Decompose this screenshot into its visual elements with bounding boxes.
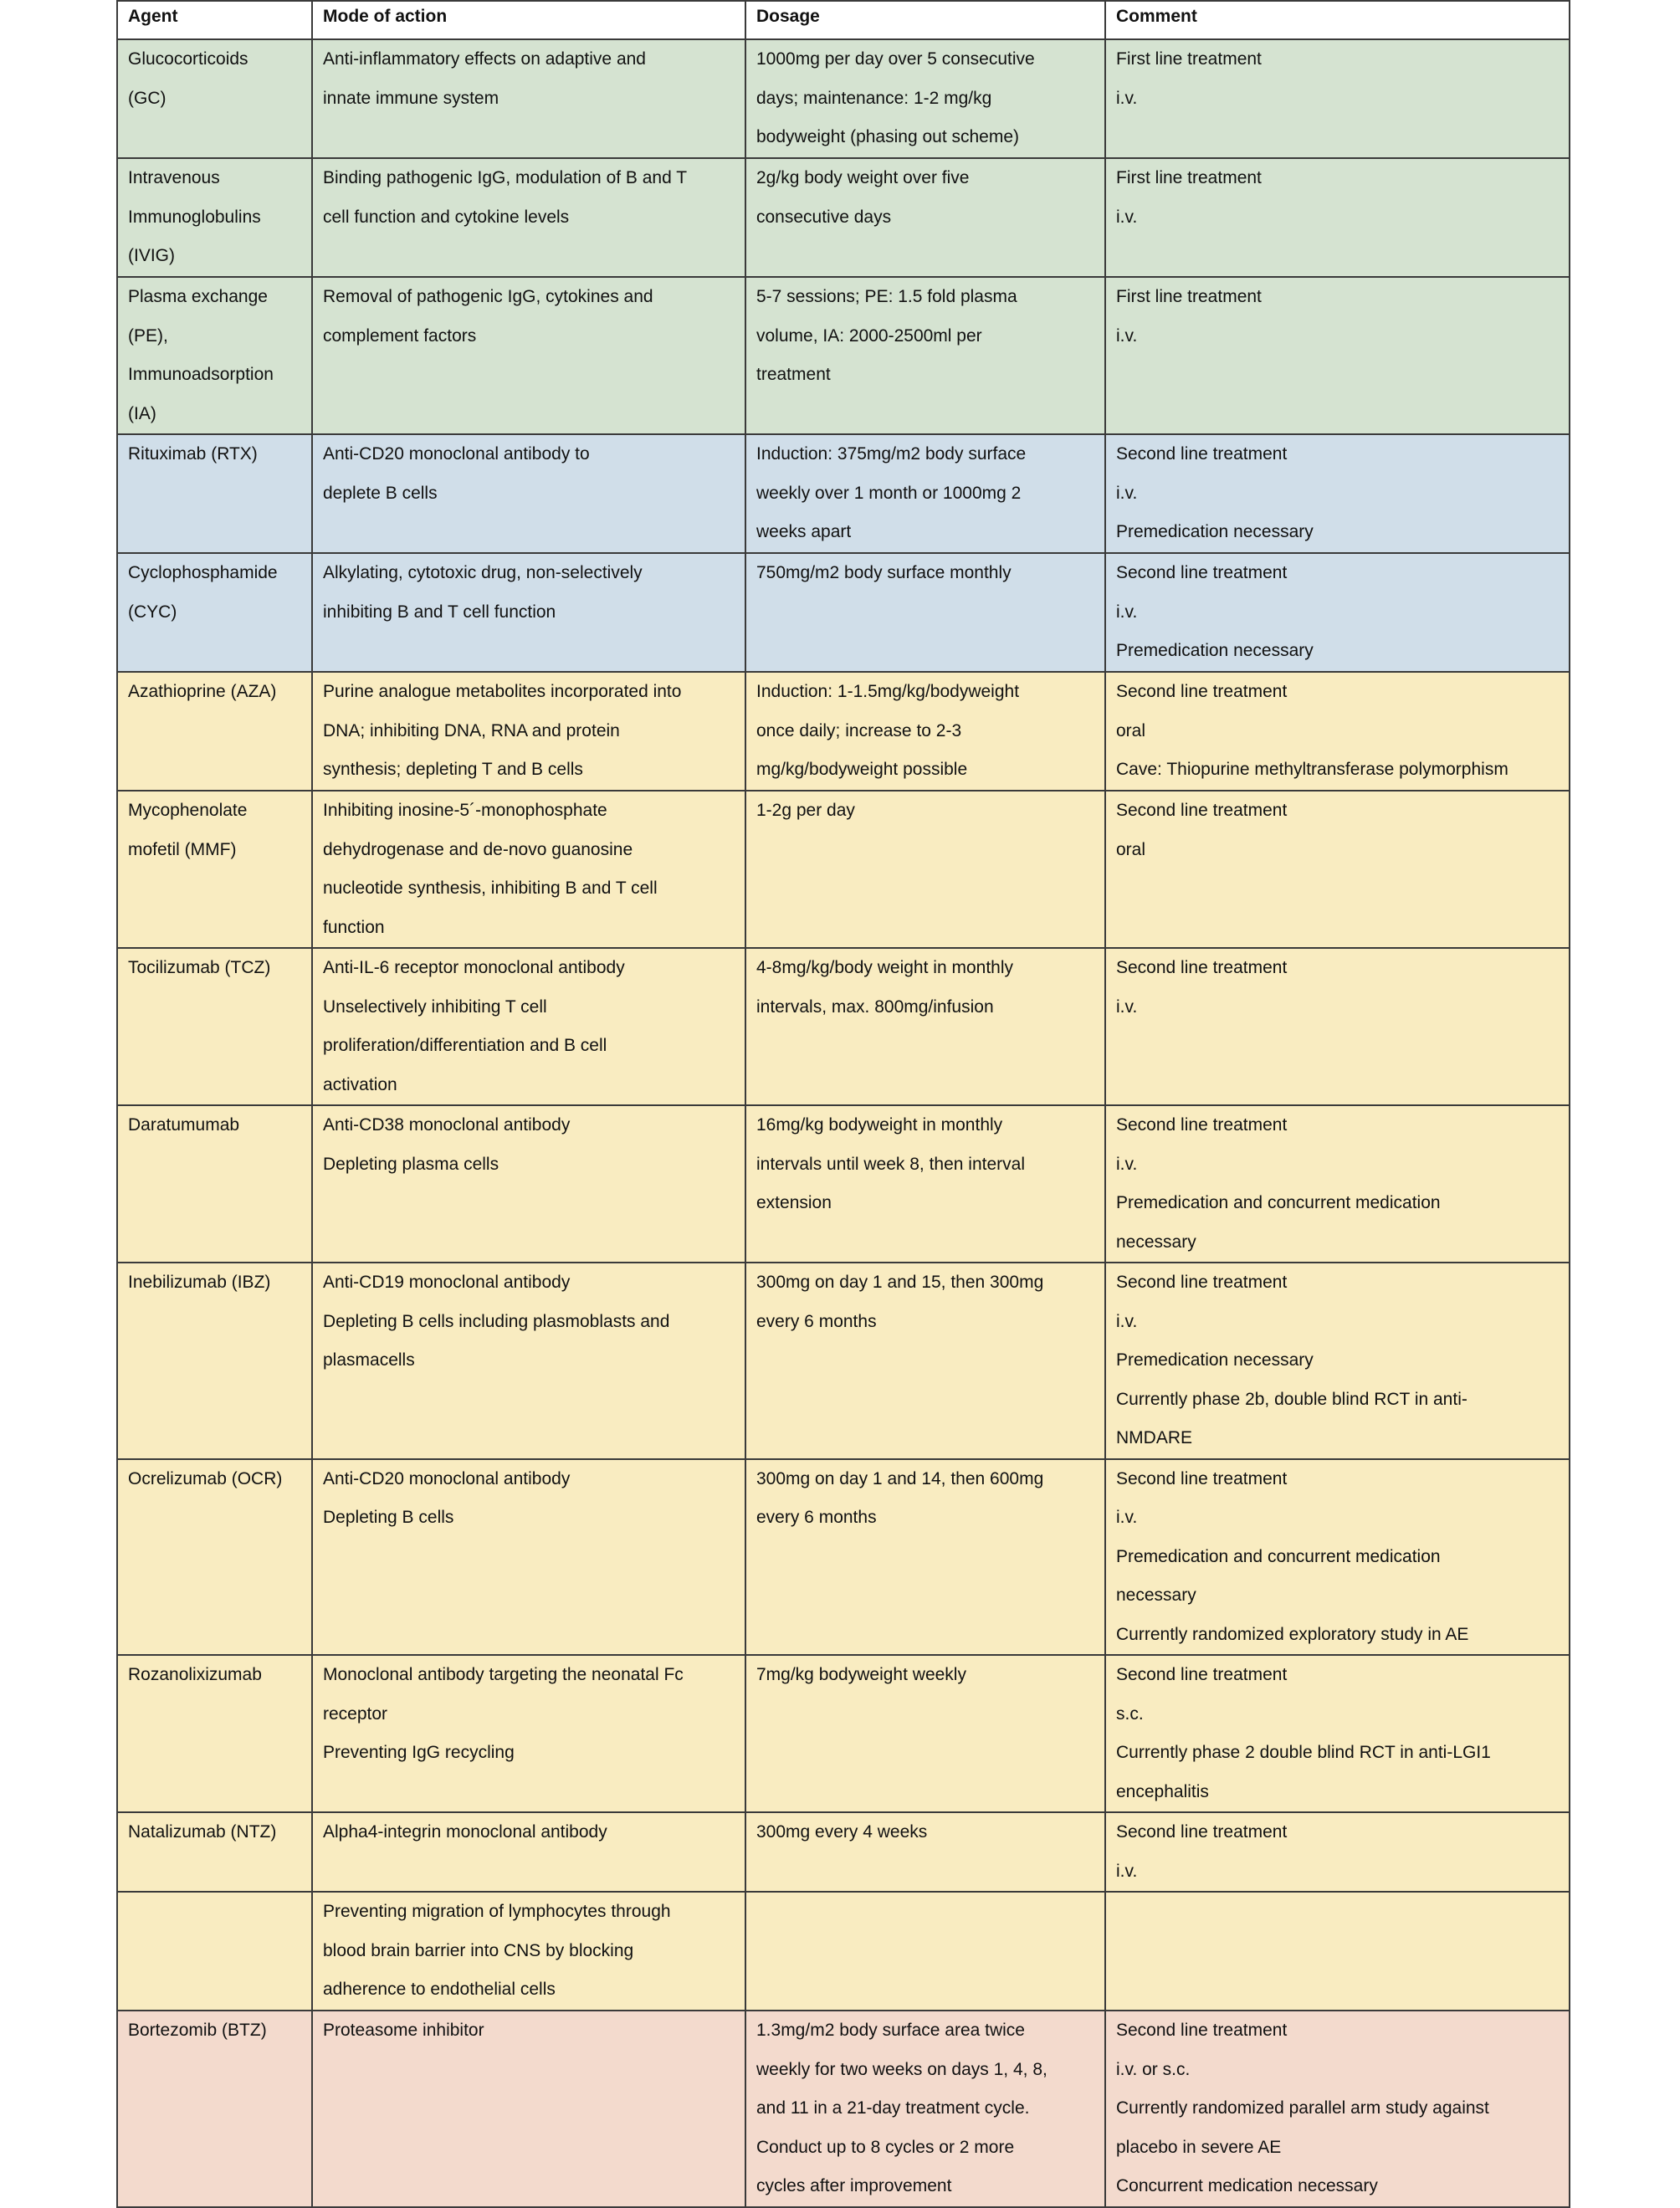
cell-comment — [1105, 1655, 1570, 1812]
cell-dosage — [745, 158, 1105, 277]
cell-agent-line: mofetil (MMF) — [128, 839, 237, 859]
cell-comment-line: Second line treatment — [1116, 801, 1288, 820]
cell-comment-line: i.v. — [1116, 1311, 1138, 1331]
cell-agent — [117, 1459, 312, 1656]
cell-mode-of-action-line: complement factors — [323, 325, 477, 346]
cell-dosage — [745, 1655, 1105, 1812]
cell-agent — [117, 1263, 312, 1459]
table-row — [117, 1263, 1570, 1459]
cell-dosage-line: Conduct up to 8 cycles or 2 more — [756, 2137, 1015, 2157]
cell-dosage-line: extension — [756, 1193, 832, 1212]
cell-dosage — [745, 277, 1105, 434]
cell-agent-line: (GC) — [128, 88, 166, 108]
cell-comment-line: Second line treatment — [1116, 1273, 1288, 1292]
table-row — [117, 791, 1570, 948]
cell-comment-line: placebo in severe AE — [1116, 2137, 1282, 2157]
header-agent: Agent — [117, 1, 312, 39]
cell-mode-of-action-line: deplete B cells — [323, 483, 438, 503]
cell-comment-line: Premedication necessary — [1116, 522, 1314, 541]
cell-agent — [117, 1892, 312, 2011]
cell-mode-of-action — [312, 434, 745, 553]
cell-mode-of-action — [312, 553, 745, 672]
cell-dosage-line: once daily; increase to 2-3 — [756, 720, 962, 740]
cell-agent — [117, 948, 312, 1105]
cell-mode-of-action-line: cell function and cytokine levels — [323, 207, 570, 227]
cell-comment — [1105, 277, 1570, 434]
cell-mode-of-action-line: function — [323, 917, 385, 937]
cell-dosage-line: 16mg/kg bodyweight in monthly — [756, 1115, 1003, 1135]
cell-dosage-line: volume, IA: 2000-2500ml per — [756, 325, 982, 346]
cell-mode-of-action-line: dehydrogenase and de-novo guanosine — [323, 839, 633, 859]
cell-agent-line: Mycophenolate — [128, 801, 248, 820]
cell-comment-line: Premedication necessary — [1116, 641, 1314, 660]
cell-mode-of-action-line: Proteasome inhibitor — [323, 2021, 484, 2040]
cell-dosage-line: treatment — [756, 365, 831, 384]
cell-dosage-line: weekly for two weeks on days 1, 4, 8, — [756, 2059, 1047, 2079]
cell-dosage-line: mg/kg/bodyweight possible — [756, 760, 968, 779]
cell-agent-line: Rituximab (RTX) — [128, 444, 258, 464]
cell-mode-of-action-line: Monoclonal antibody targeting the neonatal Fc — [323, 1665, 684, 1684]
cell-comment — [1105, 1892, 1570, 2011]
table-row — [117, 1812, 1570, 1892]
cell-mode-of-action-line: Alkylating, cytotoxic drug, non-selectively — [323, 563, 643, 582]
cell-comment-line: i.v. — [1116, 483, 1138, 503]
cell-agent-line: Intravenous — [128, 168, 220, 187]
cell-comment-line: i.v. — [1116, 325, 1138, 346]
cell-mode-of-action — [312, 2011, 745, 2207]
table-row — [117, 434, 1570, 553]
cell-comment-line: Currently randomized exploratory study in AE — [1116, 1624, 1469, 1644]
cell-mode-of-action-line: Removal of pathogenic IgG, cytokines and — [323, 287, 653, 306]
cell-mode-of-action-line: Unselectively inhibiting T cell — [323, 996, 547, 1017]
cell-agent — [117, 2011, 312, 2207]
cell-comment-line: necessary — [1116, 1586, 1196, 1605]
cell-dosage-line: 7mg/kg bodyweight weekly — [756, 1665, 966, 1684]
cell-comment-line: i.v. — [1116, 1154, 1138, 1174]
cell-mode-of-action-line: Anti-CD38 monoclonal antibody — [323, 1115, 571, 1135]
cell-comment-line: Second line treatment — [1116, 958, 1288, 977]
cell-comment-line: Second line treatment — [1116, 1822, 1288, 1842]
cell-comment-line: Second line treatment — [1116, 563, 1288, 582]
cell-comment — [1105, 672, 1570, 791]
cell-comment — [1105, 39, 1570, 158]
cell-agent-line: Immunoadsorption — [128, 365, 274, 384]
cell-comment-line: oral — [1116, 720, 1146, 740]
cell-comment-line: Currently phase 2 double blind RCT in anti-LGI1 — [1116, 1743, 1491, 1762]
cell-agent — [117, 791, 312, 948]
cell-agent-line: Inebilizumab (IBZ) — [128, 1273, 271, 1292]
cell-mode-of-action-line: Preventing migration of lymphocytes through — [323, 1902, 671, 1921]
cell-agent-line: (PE), — [128, 325, 168, 346]
cell-comment-line: Second line treatment — [1116, 2021, 1288, 2040]
cell-dosage-line: weekly over 1 month or 1000mg 2 — [756, 483, 1022, 503]
header-dosage: Dosage — [745, 1, 1105, 39]
cell-comment-line: s.c. — [1116, 1703, 1144, 1724]
cell-mode-of-action — [312, 277, 745, 434]
cell-dosage — [745, 2011, 1105, 2207]
cell-comment — [1105, 553, 1570, 672]
cell-dosage-line: and 11 in a 21-day treatment cycle. — [756, 2098, 1030, 2118]
cell-dosage-line: Induction: 1-1.5mg/kg/bodyweight — [756, 682, 1020, 701]
cell-dosage-line: days; maintenance: 1-2 mg/kg — [756, 88, 992, 108]
cell-comment — [1105, 2011, 1570, 2207]
cell-dosage — [745, 672, 1105, 791]
cell-mode-of-action-line: Binding pathogenic IgG, modulation of B and T — [323, 168, 688, 187]
cell-mode-of-action-line: Anti-CD20 monoclonal antibody to — [323, 444, 590, 464]
cell-comment — [1105, 1263, 1570, 1459]
cell-dosage-line: 1000mg per day over 5 consecutive — [756, 49, 1035, 69]
cell-agent-line: Rozanolixizumab — [128, 1665, 262, 1684]
cell-comment — [1105, 1105, 1570, 1263]
cell-mode-of-action-line: Anti-inflammatory effects on adaptive and — [323, 49, 646, 69]
cell-comment-line: i.v. — [1116, 207, 1138, 227]
cell-mode-of-action-line: activation — [323, 1074, 397, 1094]
cell-agent-line: (CYC) — [128, 602, 177, 622]
cell-agent-line: Cyclophosphamide — [128, 563, 278, 582]
cell-comment-line: necessary — [1116, 1232, 1196, 1252]
cell-comment-line: i.v. — [1116, 1861, 1138, 1881]
cell-mode-of-action — [312, 1105, 745, 1263]
cell-mode-of-action-line: plasmacells — [323, 1350, 415, 1370]
cell-mode-of-action-line: Anti-IL-6 receptor monoclonal antibody — [323, 958, 625, 977]
table-row — [117, 1105, 1570, 1263]
cell-dosage — [745, 1892, 1105, 2011]
cell-mode-of-action — [312, 1892, 745, 2011]
cell-dosage — [745, 1812, 1105, 1892]
table-row — [117, 2011, 1570, 2207]
cell-comment-line: Currently phase 2b, double blind RCT in anti- — [1116, 1389, 1467, 1409]
cell-mode-of-action-line: Depleting B cells including plasmoblasts and — [323, 1311, 670, 1331]
cell-mode-of-action-line: receptor — [323, 1703, 388, 1724]
cell-comment-line: First line treatment — [1116, 49, 1262, 69]
cell-dosage-line: 5-7 sessions; PE: 1.5 fold plasma — [756, 287, 1017, 306]
cell-agent-line: Immunoglobulins — [128, 207, 261, 227]
cell-comment-line: Premedication and concurrent medication — [1116, 1546, 1441, 1566]
cell-dosage-line: bodyweight (phasing out scheme) — [756, 127, 1020, 146]
cell-dosage-line: 1-2g per day — [756, 801, 855, 820]
cell-mode-of-action — [312, 1263, 745, 1459]
cell-comment-line: Concurrent medication necessary — [1116, 2176, 1378, 2195]
cell-agent-line: Daratumumab — [128, 1115, 240, 1135]
cell-mode-of-action — [312, 791, 745, 948]
cell-comment-line: i.v. — [1116, 602, 1138, 622]
cell-comment-line: NMDARE — [1116, 1428, 1193, 1447]
cell-mode-of-action — [312, 1812, 745, 1892]
cell-comment-line: encephalitis — [1116, 1781, 1209, 1801]
cell-dosage-line: 300mg on day 1 and 14, then 600mg — [756, 1468, 1044, 1488]
cell-comment-line: Cave: Thiopurine methyltransferase polymorphism — [1116, 760, 1508, 779]
cell-agent-line: Glucocorticoids — [128, 49, 248, 69]
cell-dosage — [745, 1263, 1105, 1459]
cell-dosage-line: 4-8mg/kg/body weight in monthly — [756, 958, 1013, 977]
header-mode-of-action: Mode of action — [312, 1, 745, 39]
cell-comment-line: i.v. — [1116, 996, 1138, 1017]
cell-mode-of-action-line: inhibiting B and T cell function — [323, 602, 556, 622]
cell-dosage — [745, 1459, 1105, 1656]
cell-dosage-line: intervals, max. 800mg/infusion — [756, 996, 994, 1017]
cell-mode-of-action-line: Anti-CD20 monoclonal antibody — [323, 1468, 571, 1488]
table-row — [117, 948, 1570, 1105]
cell-comment — [1105, 434, 1570, 553]
table-row — [117, 672, 1570, 791]
table-row — [117, 277, 1570, 434]
cell-comment-line: Second line treatment — [1116, 1115, 1288, 1135]
cell-mode-of-action-line: Depleting B cells — [323, 1508, 454, 1527]
table-body — [117, 39, 1570, 2207]
cell-dosage — [745, 434, 1105, 553]
table-row — [117, 1459, 1570, 1656]
table-row — [117, 1892, 1570, 2011]
cell-mode-of-action-line: Anti-CD19 monoclonal antibody — [323, 1273, 571, 1292]
cell-comment-line: Second line treatment — [1116, 682, 1288, 701]
cell-agent — [117, 434, 312, 553]
cell-agent — [117, 39, 312, 158]
cell-agent — [117, 158, 312, 277]
cell-comment — [1105, 158, 1570, 277]
cell-dosage-line: Induction: 375mg/m2 body surface — [756, 444, 1027, 464]
table-row — [117, 158, 1570, 277]
table-row — [117, 553, 1570, 672]
cell-dosage-line: 1.3mg/m2 body surface area twice — [756, 2021, 1025, 2040]
cell-comment-line: i.v. or s.c. — [1116, 2059, 1191, 2079]
cell-mode-of-action — [312, 1459, 745, 1656]
cell-comment-line: Premedication necessary — [1116, 1350, 1314, 1370]
cell-agent-line: Bortezomib (BTZ) — [128, 2021, 267, 2040]
cell-mode-of-action — [312, 672, 745, 791]
cell-dosage-line: every 6 months — [756, 1311, 877, 1331]
cell-dosage-line: 2g/kg body weight over five — [756, 168, 970, 187]
cell-mode-of-action-line: Alpha4-integrin monoclonal antibody — [323, 1822, 607, 1842]
header-comment: Comment — [1105, 1, 1570, 39]
cell-comment — [1105, 1812, 1570, 1892]
cell-comment-line: i.v. — [1116, 1508, 1138, 1527]
cell-dosage-line: 750mg/m2 body surface monthly — [756, 563, 1012, 582]
cell-comment-line: Second line treatment — [1116, 1665, 1288, 1684]
cell-dosage — [745, 791, 1105, 948]
cell-agent-line: Natalizumab (NTZ) — [128, 1822, 277, 1842]
cell-agent-line: Ocrelizumab (OCR) — [128, 1468, 283, 1488]
cell-comment-line: i.v. — [1116, 88, 1138, 108]
cell-mode-of-action-line: Preventing IgG recycling — [323, 1743, 515, 1762]
cell-dosage-line: 300mg every 4 weeks — [756, 1822, 928, 1842]
cell-agent-line: Plasma exchange — [128, 287, 268, 306]
cell-comment-line: Second line treatment — [1116, 1468, 1288, 1488]
cell-dosage-line: 300mg on day 1 and 15, then 300mg — [756, 1273, 1044, 1292]
cell-mode-of-action — [312, 1655, 745, 1812]
table-row — [117, 39, 1570, 158]
cell-agent — [117, 553, 312, 672]
cell-agent — [117, 1812, 312, 1892]
cell-agent-line: Tocilizumab (TCZ) — [128, 958, 271, 977]
cell-mode-of-action-line: Purine analogue metabolites incorporated into — [323, 682, 682, 701]
cell-comment-line: Currently randomized parallel arm study against — [1116, 2098, 1489, 2118]
cell-comment-line: Premedication and concurrent medication — [1116, 1193, 1441, 1212]
cell-dosage-line: consecutive days — [756, 207, 892, 227]
cell-comment-line: Second line treatment — [1116, 444, 1288, 464]
table-row — [117, 1655, 1570, 1812]
cell-dosage-line: weeks apart — [756, 522, 852, 541]
header-row — [117, 1, 1570, 39]
cell-comment — [1105, 948, 1570, 1105]
cell-comment-line: First line treatment — [1116, 287, 1262, 306]
cell-mode-of-action-line: Depleting plasma cells — [323, 1154, 499, 1174]
cell-mode-of-action-line: innate immune system — [323, 88, 499, 108]
cell-mode-of-action-line: adherence to endothelial cells — [323, 1980, 556, 1999]
cell-comment — [1105, 791, 1570, 948]
cell-agent — [117, 672, 312, 791]
cell-dosage — [745, 553, 1105, 672]
treatment-table — [116, 0, 1570, 2208]
cell-dosage-line: every 6 months — [756, 1508, 877, 1527]
cell-mode-of-action-line: blood brain barrier into CNS by blocking — [323, 1940, 634, 1960]
cell-dosage-line: cycles after improvement — [756, 2176, 952, 2195]
cell-mode-of-action-line: synthesis; depleting T and B cells — [323, 760, 583, 779]
cell-agent-line: (IVIG) — [128, 246, 175, 265]
cell-agent — [117, 1655, 312, 1812]
cell-mode-of-action-line: DNA; inhibiting DNA, RNA and protein — [323, 720, 620, 740]
cell-comment-line: oral — [1116, 839, 1146, 859]
cell-mode-of-action — [312, 948, 745, 1105]
cell-comment-line: First line treatment — [1116, 168, 1262, 187]
cell-comment — [1105, 1459, 1570, 1656]
cell-agent-line: Azathioprine (AZA) — [128, 682, 277, 701]
cell-mode-of-action-line: proliferation/differentiation and B cell — [323, 1036, 607, 1055]
cell-mode-of-action-line: Inhibiting inosine-5´-monophosphate — [323, 801, 607, 820]
cell-agent — [117, 1105, 312, 1263]
cell-dosage — [745, 1105, 1105, 1263]
cell-dosage — [745, 39, 1105, 158]
cell-dosage-line: intervals until week 8, then interval — [756, 1154, 1025, 1174]
cell-mode-of-action — [312, 39, 745, 158]
cell-agent — [117, 277, 312, 434]
cell-mode-of-action-line: nucleotide synthesis, inhibiting B and T cell — [323, 879, 658, 898]
cell-dosage — [745, 948, 1105, 1105]
cell-mode-of-action — [312, 158, 745, 277]
cell-agent-line: (IA) — [128, 403, 156, 423]
